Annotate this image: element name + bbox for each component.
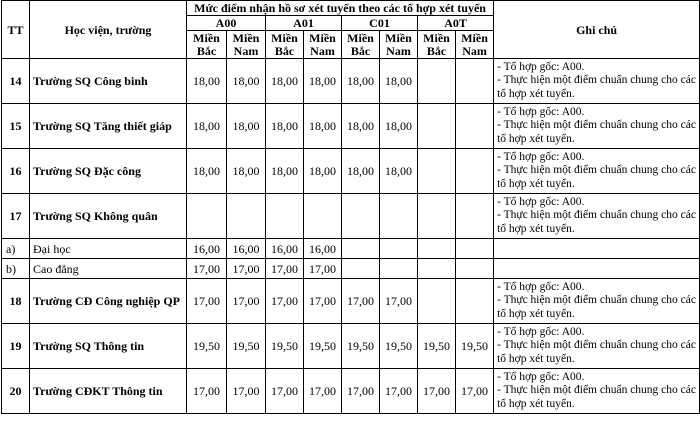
score-cell: [456, 279, 494, 324]
score-cell: 17,00: [418, 369, 456, 414]
note-line: - Tổ hợp gốc: A00.: [497, 280, 585, 293]
score-cell: 17,00: [342, 279, 380, 324]
note-line: - Thực hiện một điểm chuẩn chung cho các tổ hợp xét tuyển.: [497, 209, 696, 235]
school-name: Trường CĐKT Thông tin: [30, 369, 187, 414]
school-name: Trường SQ Thông tin: [30, 324, 187, 369]
score-cell: 18,00: [342, 149, 380, 194]
score-cell: 18,00: [304, 149, 342, 194]
row-number: 17: [2, 194, 30, 239]
score-cell: 16,00: [187, 239, 227, 259]
note-line: - Tổ hợp gốc: A00.: [497, 60, 585, 73]
table-row: [2, 369, 700, 414]
score-cell: [456, 259, 494, 279]
note-line: - Tổ hợp gốc: A00.: [497, 105, 585, 118]
score-cell: 16,00: [227, 239, 266, 259]
score-cell: 18,00: [380, 149, 418, 194]
header-note: Ghi chú: [494, 1, 700, 59]
table-row: [2, 324, 700, 369]
score-cell: 17,00: [227, 369, 266, 414]
row-number: a): [2, 239, 30, 259]
score-cell: 19,50: [266, 324, 304, 369]
score-cell: 17,00: [380, 369, 418, 414]
header-block-a0t: A0T: [418, 16, 494, 31]
note-line: - Thực hiện một điểm chuẩn chung cho các tổ hợp xét tuyển.: [497, 74, 696, 100]
score-cell: 18,00: [187, 104, 227, 149]
score-cell: 17,00: [304, 259, 342, 279]
score-cell: [342, 239, 380, 259]
score-cell: 17,00: [266, 279, 304, 324]
score-cell: 19,50: [380, 324, 418, 369]
score-cell: 17,00: [187, 279, 227, 324]
note-line: - Tổ hợp gốc: A00.: [497, 150, 585, 163]
note-cell: [494, 149, 700, 194]
score-cell: [418, 194, 456, 239]
score-cell: 17,00: [456, 369, 494, 414]
score-cell: [266, 194, 304, 239]
note-cell: [494, 259, 700, 279]
table-row: [2, 104, 700, 149]
note-cell: [494, 239, 700, 259]
score-cell: [342, 194, 380, 239]
note-cell: [494, 194, 700, 239]
score-cell: [380, 239, 418, 259]
row-number: 14: [2, 59, 30, 104]
note-cell: [494, 104, 700, 149]
note-cell: [494, 279, 700, 324]
note-cell: [494, 59, 700, 104]
note-cell: [494, 369, 700, 414]
header-north: Miền Bắc: [266, 31, 304, 59]
score-cell: [456, 149, 494, 194]
header-block-a00: A00: [187, 16, 266, 31]
score-cell: [304, 194, 342, 239]
score-cell: [380, 259, 418, 279]
score-cell: 18,00: [342, 59, 380, 104]
row-number: 19: [2, 324, 30, 369]
score-cell: 17,00: [227, 279, 266, 324]
row-number: b): [2, 259, 30, 279]
admission-score-table: [1, 0, 700, 414]
score-cell: [342, 259, 380, 279]
score-cell: [418, 259, 456, 279]
score-cell: 19,50: [304, 324, 342, 369]
header-block-c01: C01: [342, 16, 418, 31]
row-number: 18: [2, 279, 30, 324]
score-cell: [456, 239, 494, 259]
note-cell: [494, 324, 700, 369]
header-north: Miền Bắc: [418, 31, 456, 59]
score-cell: 16,00: [266, 239, 304, 259]
score-cell: 17,00: [187, 259, 227, 279]
score-cell: 19,50: [456, 324, 494, 369]
score-cell: 18,00: [342, 104, 380, 149]
score-cell: 17,00: [342, 369, 380, 414]
score-cell: [456, 194, 494, 239]
score-cell: 17,00: [266, 369, 304, 414]
table-row: [2, 194, 700, 239]
header-tt: TT: [2, 1, 30, 59]
score-cell: [418, 279, 456, 324]
school-name: Cao đẳng: [30, 259, 187, 279]
score-cell: 18,00: [266, 149, 304, 194]
school-name: Trường SQ Đặc công: [30, 149, 187, 194]
school-name: Trường SQ Công binh: [30, 59, 187, 104]
table-row: [2, 239, 700, 259]
note-line: - Thực hiện một điểm chuẩn chung cho các tổ hợp xét tuyển.: [497, 119, 696, 145]
score-cell: 18,00: [304, 104, 342, 149]
score-cell: 17,00: [304, 369, 342, 414]
header-block-a01: A01: [266, 16, 342, 31]
score-cell: 18,00: [266, 59, 304, 104]
score-cell: 19,50: [342, 324, 380, 369]
header-south: Miền Nam: [456, 31, 494, 59]
header-north: Miền Bắc: [342, 31, 380, 59]
note-line: - Thực hiện một điểm chuẩn chung cho các tổ hợp xét tuyển.: [497, 294, 696, 320]
score-cell: 17,00: [227, 259, 266, 279]
school-name: Trường SQ Tăng thiết giáp: [30, 104, 187, 149]
school-name: Đại học: [30, 239, 187, 259]
header-south: Miền Nam: [380, 31, 418, 59]
note-line: - Thực hiện một điểm chuẩn chung cho các tổ hợp xét tuyển.: [497, 384, 696, 410]
score-cell: 18,00: [304, 59, 342, 104]
score-cell: 17,00: [380, 279, 418, 324]
score-cell: [456, 59, 494, 104]
score-cell: 17,00: [304, 279, 342, 324]
school-name: Trường CĐ Công nghiệp QP: [30, 279, 187, 324]
header-south: Miền Nam: [304, 31, 342, 59]
note-line: - Tổ hợp gốc: A00.: [497, 325, 585, 338]
note-line: - Tổ hợp gốc: A00.: [497, 195, 585, 208]
header-north: Miền Bắc: [187, 31, 227, 59]
score-cell: 18,00: [187, 149, 227, 194]
score-cell: 18,00: [227, 149, 266, 194]
score-cell: 18,00: [187, 59, 227, 104]
score-cell: 18,00: [227, 59, 266, 104]
table-row: [2, 279, 700, 324]
score-cell: 18,00: [380, 59, 418, 104]
score-cell: 19,50: [227, 324, 266, 369]
score-cell: [227, 194, 266, 239]
row-number: 20: [2, 369, 30, 414]
header-south: Miền Nam: [227, 31, 266, 59]
score-cell: 19,50: [187, 324, 227, 369]
row-number: 16: [2, 149, 30, 194]
school-name: Trường SQ Không quân: [30, 194, 187, 239]
score-cell: [418, 59, 456, 104]
score-cell: 18,00: [266, 104, 304, 149]
note-line: - Thực hiện một điểm chuẩn chung cho các tổ hợp xét tuyển.: [497, 339, 696, 365]
note-line: - Thực hiện một điểm chuẩn chung cho các tổ hợp xét tuyển.: [497, 164, 696, 190]
table-body: [2, 59, 700, 414]
score-cell: 16,00: [304, 239, 342, 259]
score-cell: [456, 104, 494, 149]
score-cell: [418, 104, 456, 149]
score-cell: 18,00: [227, 104, 266, 149]
score-cell: 18,00: [380, 104, 418, 149]
score-cell: 19,50: [418, 324, 456, 369]
note-line: - Tổ hợp gốc: A00.: [497, 370, 585, 383]
table-row: [2, 259, 700, 279]
row-number: 15: [2, 104, 30, 149]
header-score-group: Mức điểm nhận hồ sơ xét tuyển theo các tổ hợp xét tuyển: [187, 1, 494, 16]
score-cell: [418, 149, 456, 194]
score-cell: 17,00: [187, 369, 227, 414]
header-school: Học viện, trường: [30, 1, 187, 59]
score-cell: [380, 194, 418, 239]
table-row: [2, 59, 700, 104]
score-cell: [418, 239, 456, 259]
score-cell: [187, 194, 227, 239]
score-cell: 17,00: [266, 259, 304, 279]
table-row: [2, 149, 700, 194]
